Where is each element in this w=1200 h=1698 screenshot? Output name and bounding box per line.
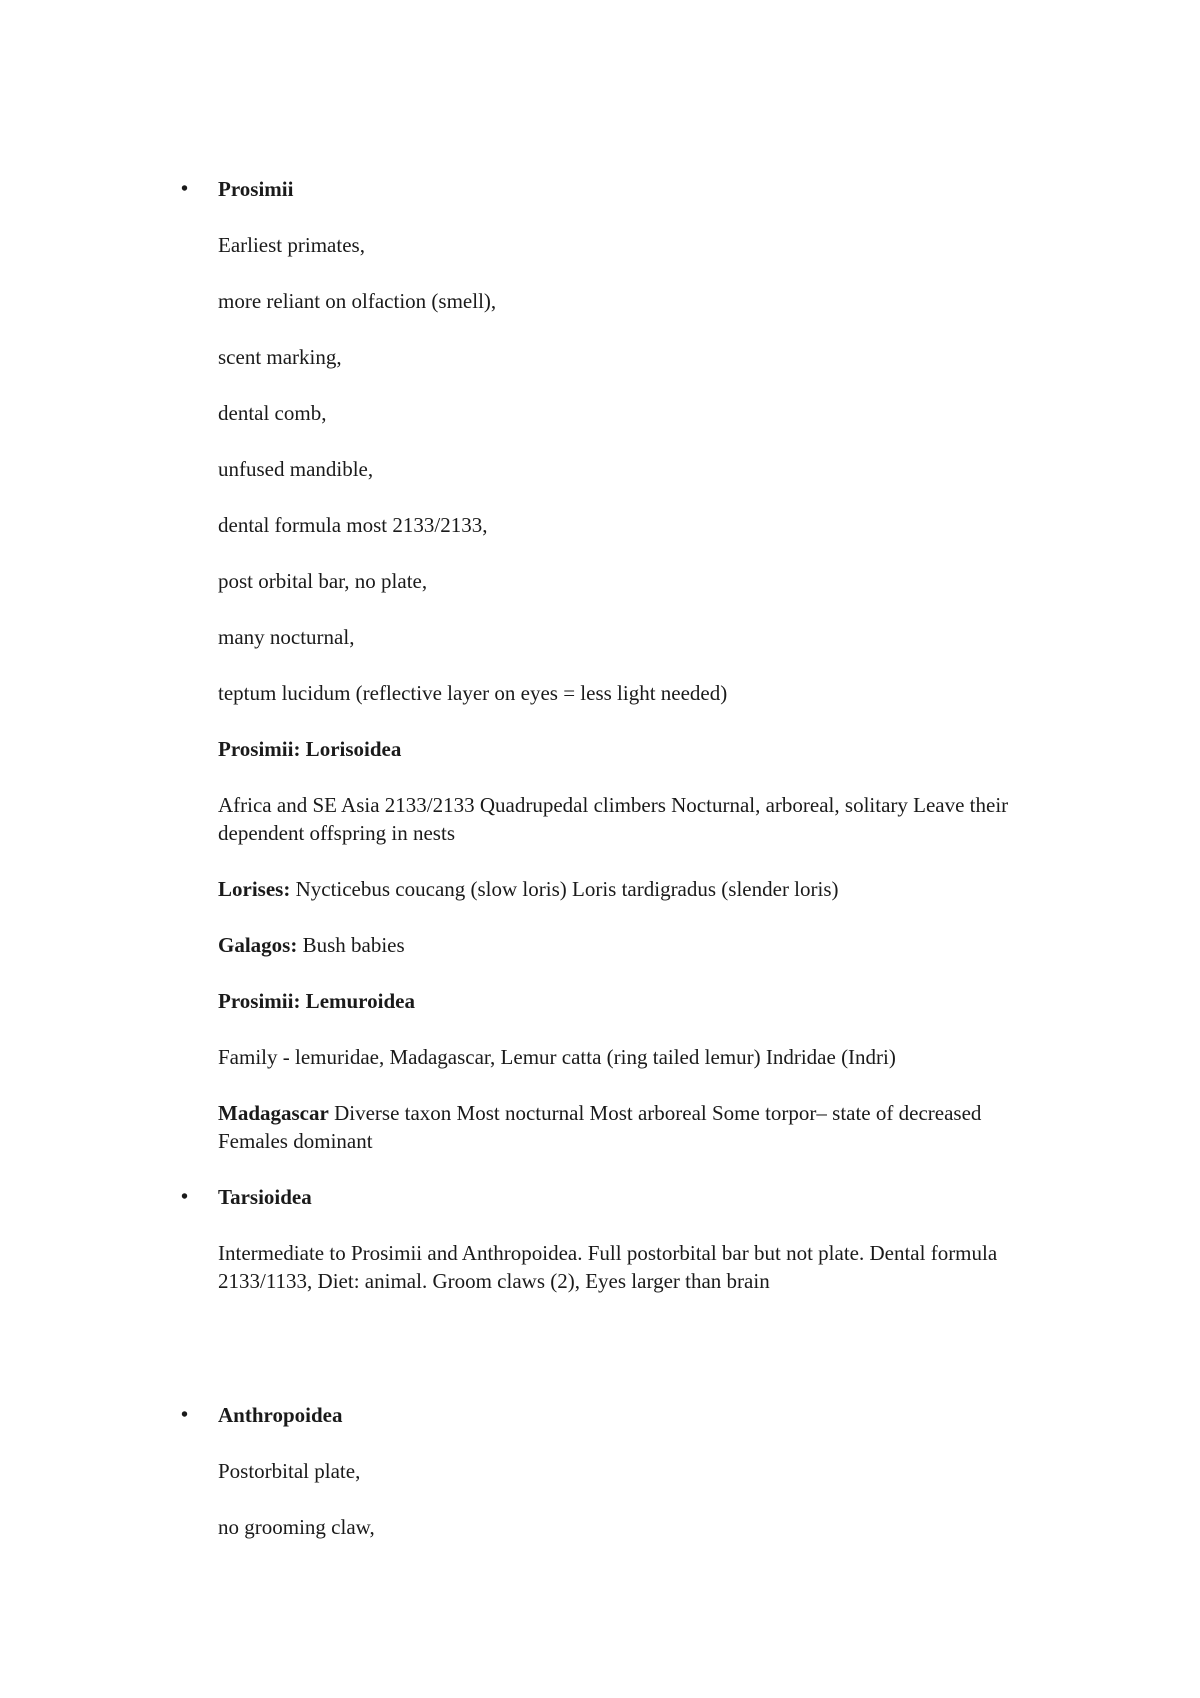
subheading-lorisoidea: Prosimii: Lorisoidea <box>218 737 402 761</box>
madagascar-label: Madagascar <box>218 1101 329 1125</box>
lemuroidea-family: Family - lemuridae, Madagascar, Lemur catta (ring tailed lemur) Indridae (Indri) <box>218 1045 896 1069</box>
galagos-label: Galagos: <box>218 933 298 957</box>
trait-line: unfused mandible, <box>218 457 374 481</box>
trait-line: post orbital bar, no plate, <box>218 569 428 593</box>
trait-line: no grooming claw, <box>218 1515 375 1539</box>
madagascar-line <box>218 1099 1048 1155</box>
trait-line: teptum lucidum (reflective layer on eyes = less light needed) <box>218 681 728 705</box>
madagascar-text: Diverse taxon Most nocturnal Most arboreal Some torpor– state of decreased Females dominant <box>218 1101 982 1153</box>
section-heading-prosimii: Prosimii <box>218 177 294 201</box>
galagos-text: Bush babies <box>297 933 405 957</box>
trait-line: Earliest primates, <box>218 233 365 257</box>
galagos-line <box>218 931 1048 959</box>
subheading-lemuroidea: Prosimii: Lemuroidea <box>218 989 415 1013</box>
tarsioidea-description: Intermediate to Prosimii and Anthropoidea. Full postorbital bar but not plate. Dental formula 2133/1133, Diet: animal. Groom claws (2), Eyes larger than brain <box>218 1241 998 1293</box>
trait-line: Postorbital plate, <box>218 1459 361 1483</box>
trait-line: dental formula most 2133/2133, <box>218 513 488 537</box>
section-heading-anthropoidea: Anthropoidea <box>218 1403 343 1427</box>
trait-line: scent marking, <box>218 345 342 369</box>
lorises-label: Lorises: <box>218 877 291 901</box>
lorises-line <box>218 875 1048 903</box>
trait-line: many nocturnal, <box>218 625 355 649</box>
lorisoidea-description: Africa and SE Asia 2133/2133 Quadrupedal climbers Nocturnal, arboreal, solitary Leave their dependent offspring in nests <box>218 793 1009 845</box>
bullet-icon: • <box>181 1404 189 1426</box>
trait-line: more reliant on olfaction (smell), <box>218 289 497 313</box>
bullet-icon: • <box>181 178 189 200</box>
section-heading-tarsioidea: Tarsioidea <box>218 1185 312 1209</box>
bullet-icon: • <box>181 1186 189 1208</box>
trait-line: dental comb, <box>218 401 327 425</box>
lorises-text: Nycticebus coucang (slow loris) Loris tardigradus (slender loris) <box>290 877 839 901</box>
